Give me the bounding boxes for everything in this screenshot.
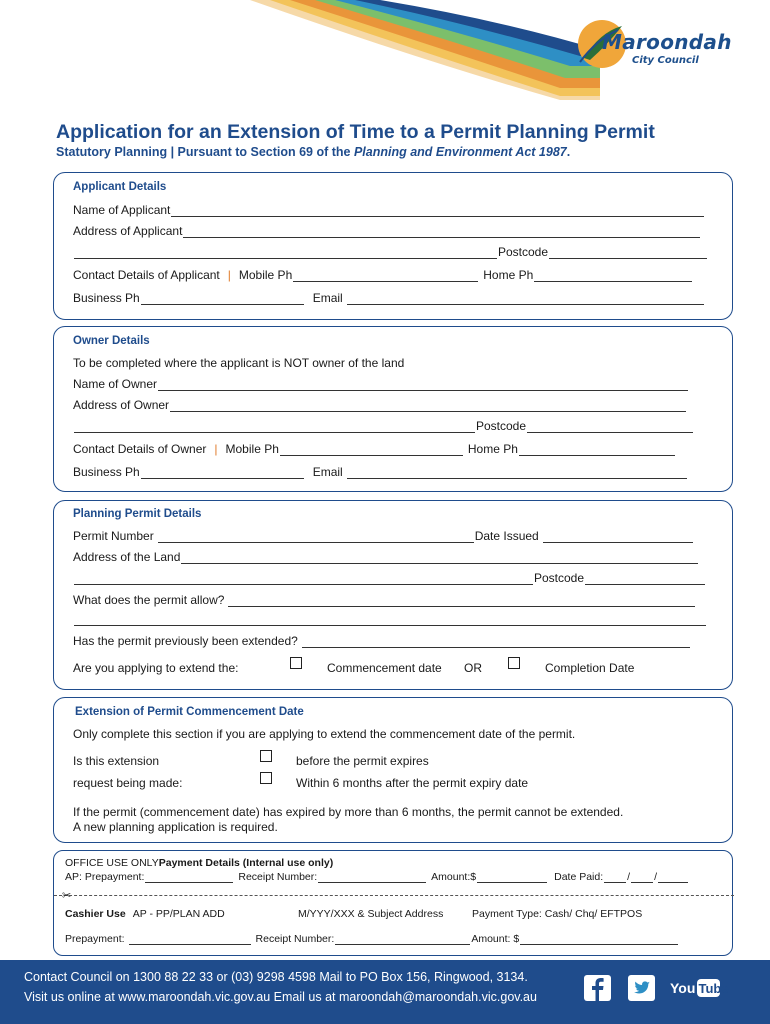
- permit-postcode-row: [73, 571, 706, 585]
- scissors-icon: ✂: [62, 890, 72, 902]
- permit-heading: Planning Permit Details: [73, 508, 202, 520]
- owner-postcode-row: [73, 419, 694, 433]
- office-use-section: [53, 850, 733, 956]
- within-6-months-label: Within 6 months after the permit expiry date: [296, 776, 529, 790]
- prepayment-field[interactable]: [129, 935, 251, 945]
- owner-contact-row: [73, 442, 676, 456]
- owner-address-label: Address of Owner: [73, 398, 170, 412]
- amount-field[interactable]: [520, 935, 678, 945]
- owner-business-field[interactable]: [141, 467, 304, 479]
- facebook-icon[interactable]: [584, 975, 611, 1001]
- separator: |: [214, 442, 218, 456]
- permit-number-row: [73, 529, 694, 543]
- applicant-heading: Applicant Details: [73, 181, 167, 193]
- previously-extended-label: Has the permit previously been extended?: [73, 634, 298, 648]
- permit-allow-row-2: [73, 614, 707, 626]
- applicant-business-label: Business Ph: [73, 291, 140, 305]
- payment-type-label: Payment Type: Cash/ Chq/ EFTPOS: [472, 908, 643, 920]
- extension-heading: Extension of Permit Commencement Date: [75, 706, 304, 718]
- owner-mobile-field[interactable]: [280, 444, 463, 456]
- applicant-mobile-field[interactable]: [293, 270, 478, 282]
- applicant-name-row: [73, 203, 705, 217]
- date-paid-day-field[interactable]: [604, 873, 626, 883]
- owner-postcode-field[interactable]: [527, 421, 693, 433]
- logo-name: Maroondah: [602, 30, 732, 54]
- extension-q2: request being made:: [73, 776, 183, 790]
- completion-label: Completion Date: [545, 661, 635, 675]
- applicant-postcode-label: Postcode: [498, 245, 549, 259]
- date-issued-field[interactable]: [543, 531, 693, 543]
- extension-intro: Only complete this section if you are applying to extend the commencement date of the permit.: [73, 727, 576, 741]
- owner-contact-label: Contact Details of Owner: [73, 442, 207, 456]
- applicant-home-label: Home Ph: [483, 268, 534, 282]
- page-title: Application for an Extension of Time to a Permit Planning Permit: [56, 121, 655, 143]
- footer-contact-line: Contact Council on 1300 88 22 33 or (03) 9298 4598 Mail to PO Box 156, Ringwood, 3134.: [24, 970, 528, 984]
- previously-extended-field[interactable]: [302, 636, 690, 648]
- before-expiry-label: before the permit expires: [296, 754, 429, 768]
- applicant-mobile-label: Mobile Ph: [238, 268, 293, 282]
- ap-prepayment-field[interactable]: [145, 873, 233, 883]
- applicant-contact-label: Contact Details of Applicant: [73, 268, 220, 282]
- owner-home-field[interactable]: [519, 444, 675, 456]
- permit-allow-field-2[interactable]: [74, 614, 706, 626]
- owner-note: To be completed where the applicant is NOT owner of the land: [73, 356, 405, 370]
- owner-mobile-label: Mobile Ph: [225, 442, 279, 456]
- owner-email-label: Email: [312, 465, 343, 479]
- extension-note-1: If the permit (commencement date) has expired by more than 6 months, the permit cannot be extended.: [73, 805, 624, 819]
- permit-allow-label: What does the permit allow?: [73, 593, 225, 607]
- applicant-address-field-2[interactable]: [74, 247, 497, 259]
- svg-text:You: You: [670, 980, 696, 996]
- svg-text:Tube: Tube: [698, 981, 729, 996]
- permit-allow-field[interactable]: [228, 595, 695, 607]
- owner-home-label: Home Ph: [467, 442, 518, 456]
- owner-address-field[interactable]: [170, 400, 686, 412]
- permit-address-row: [73, 550, 699, 564]
- applicant-address-field[interactable]: [183, 226, 700, 238]
- twitter-icon[interactable]: [628, 975, 655, 1001]
- receipt-field[interactable]: [335, 935, 470, 945]
- permit-number-field[interactable]: [158, 531, 474, 543]
- owner-heading: Owner Details: [73, 335, 150, 347]
- applicant-business-row: [73, 291, 705, 305]
- office-heading: OFFICE USE ONLY Payment Details (Internal use only): [65, 857, 334, 869]
- applicant-name-label: Name of Applicant: [73, 203, 171, 217]
- applicant-address-label: Address of Applicant: [73, 224, 183, 238]
- before-expiry-checkbox[interactable]: [260, 750, 272, 762]
- cashier-row: Cashier Use AP - PP/PLAN ADD: [65, 908, 225, 920]
- permit-extended-row: [73, 634, 691, 648]
- permit-number-label: Permit Number: [73, 529, 154, 543]
- applicant-business-field[interactable]: [141, 293, 304, 305]
- applicant-postcode-row: [73, 245, 708, 259]
- land-postcode-label: Postcode: [534, 571, 585, 585]
- commencement-label: Commencement date: [327, 661, 442, 675]
- commencement-checkbox[interactable]: [290, 657, 302, 669]
- ap-amount-field[interactable]: [477, 873, 547, 883]
- extension-note-2: A new planning application is required.: [73, 820, 278, 834]
- footer-online-line: Visit us online at www.maroondah.vic.gov.au Email us at maroondah@maroondah.vic.gov.au: [24, 990, 537, 1004]
- cut-line: [54, 895, 734, 896]
- owner-name-field[interactable]: [158, 379, 688, 391]
- date-issued-label: Date Issued: [474, 529, 539, 543]
- owner-address-row: [73, 398, 687, 412]
- applicant-postcode-field[interactable]: [549, 247, 707, 259]
- completion-checkbox[interactable]: [508, 657, 520, 669]
- owner-business-label: Business Ph: [73, 465, 140, 479]
- owner-name-label: Name of Owner: [73, 377, 158, 391]
- applicant-email-field[interactable]: [347, 293, 704, 305]
- land-postcode-field[interactable]: [585, 573, 705, 585]
- separator: |: [227, 268, 231, 282]
- date-paid-year-field[interactable]: [658, 873, 688, 883]
- within-6-months-checkbox[interactable]: [260, 772, 272, 784]
- logo-subtitle: City Council: [632, 55, 699, 66]
- extend-question: Are you applying to extend the:: [73, 661, 239, 675]
- subject-address-label: M/YYY/XXX & Subject Address: [298, 908, 444, 920]
- land-address-label: Address of the Land: [73, 550, 181, 564]
- date-paid-month-field[interactable]: [631, 873, 653, 883]
- or-label: OR: [464, 661, 482, 675]
- ap-receipt-field[interactable]: [318, 873, 426, 883]
- land-address-field-2[interactable]: [74, 573, 533, 585]
- extension-q1: Is this extension: [73, 754, 160, 768]
- applicant-contact-row: [73, 268, 693, 282]
- applicant-address-row: [73, 224, 701, 238]
- prepayment-row: Prepayment: Receipt Number: Amount: $: [65, 933, 679, 945]
- permit-allow-row: [73, 593, 696, 607]
- land-address-field[interactable]: [181, 552, 698, 564]
- owner-postcode-label: Postcode: [476, 419, 527, 433]
- youtube-icon[interactable]: [670, 976, 729, 1000]
- applicant-home-field[interactable]: [534, 270, 692, 282]
- owner-business-row: [73, 465, 688, 479]
- page-subtitle: Statutory Planning | Pursuant to Section 69 of the Planning and Environment Act 1987.: [56, 145, 571, 159]
- applicant-email-label: Email: [312, 291, 343, 305]
- owner-email-field[interactable]: [347, 467, 687, 479]
- applicant-name-field[interactable]: [171, 205, 704, 217]
- office-ap-row: AP: Prepayment: Receipt Number: Amount:$ Date Paid: / /: [65, 871, 689, 883]
- owner-address-field-2[interactable]: [74, 421, 475, 433]
- owner-name-row: [73, 377, 689, 391]
